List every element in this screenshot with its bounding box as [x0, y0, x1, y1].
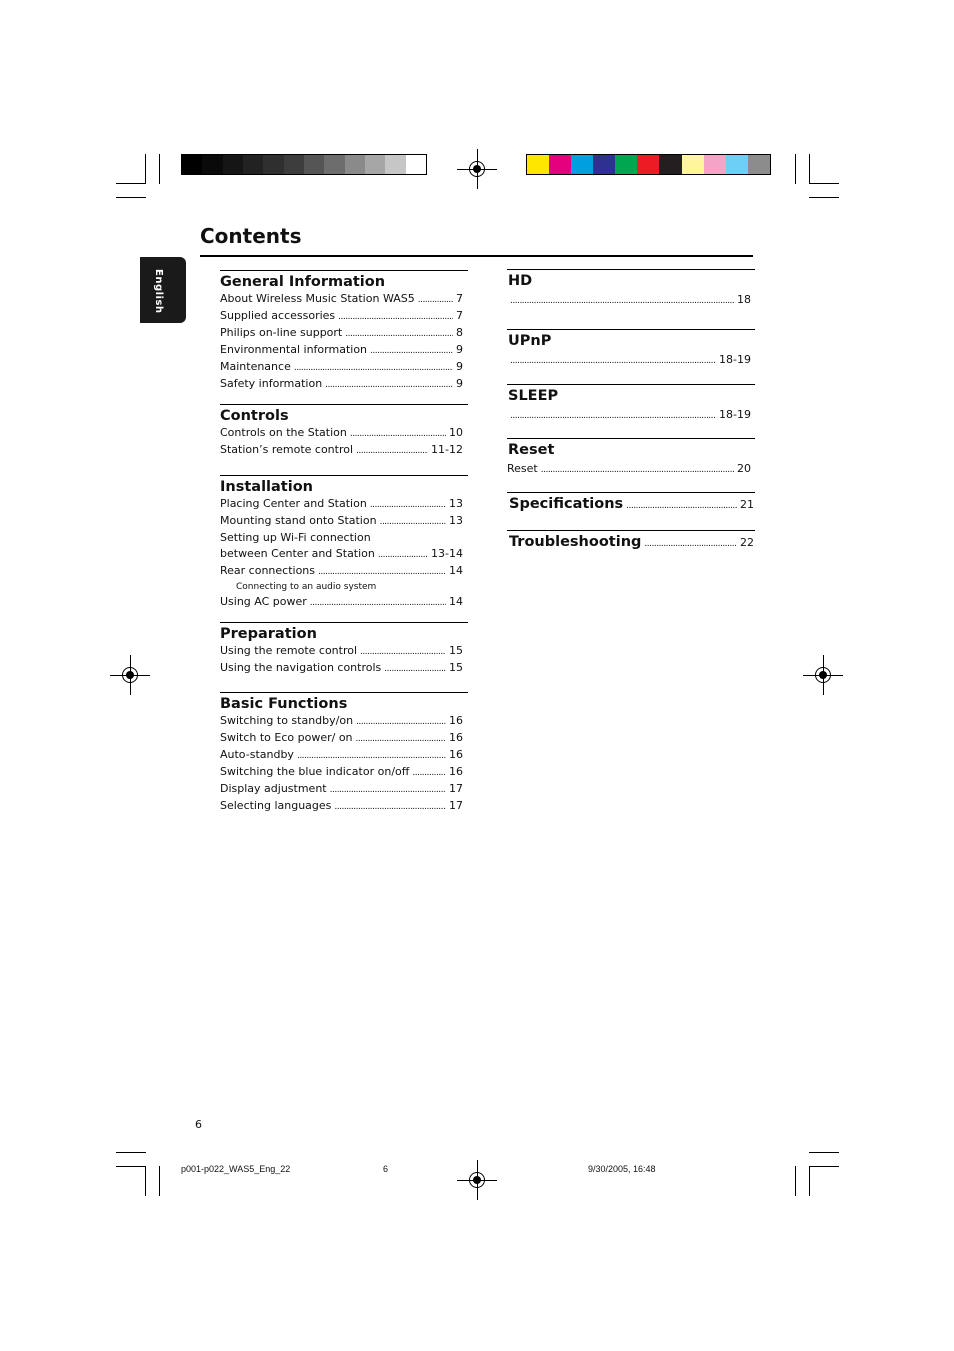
toc-entry[interactable] [220, 513, 463, 530]
language-tab-label: English [153, 269, 164, 314]
color-swatch [549, 155, 571, 174]
toc-entry[interactable] [220, 580, 479, 594]
entry-page: 14 [449, 595, 463, 608]
color-swatch [682, 155, 704, 174]
dot-leader [412, 764, 446, 781]
entry-page: 18-19 [719, 408, 751, 421]
entry-title: Using the navigation controls [220, 661, 382, 674]
color-swatch [593, 155, 615, 174]
entry-title: Station’s remote control [220, 443, 354, 456]
section-heading: Preparation [220, 626, 317, 642]
toc-section [220, 404, 468, 459]
color-swatch [284, 155, 304, 174]
toc-entry[interactable] [220, 594, 463, 611]
section-heading: Troubleshooting [509, 534, 642, 550]
dot-leader [334, 798, 446, 815]
toc-section [220, 622, 468, 677]
grayscale-calibration-bar [181, 154, 427, 175]
entry-page: 13-14 [431, 547, 463, 560]
color-swatch [726, 155, 748, 174]
color-swatch [182, 155, 202, 174]
dot-leader [370, 342, 453, 359]
section-heading: Reset [508, 442, 555, 458]
entry-page: 16 [449, 731, 463, 744]
color-swatch [527, 155, 549, 174]
entry-title: About Wireless Music Station WAS5 [220, 292, 415, 305]
entry-title: Rear connections [220, 564, 316, 577]
toc-entry[interactable] [220, 798, 463, 815]
toc-section [220, 270, 468, 393]
page-number: 6 [195, 1118, 202, 1131]
entry-title: between Center and Station [220, 547, 375, 560]
dot-leader [338, 308, 453, 325]
entry-page: 17 [449, 799, 463, 812]
color-swatch [704, 155, 726, 174]
dot-leader [356, 442, 428, 459]
entry-title: Display adjustment [220, 782, 327, 795]
dot-leader [356, 713, 446, 730]
entry-page: 9 [456, 343, 463, 356]
registration-mark-top-icon [465, 157, 489, 181]
toc-entry[interactable] [220, 442, 463, 459]
toc-entry[interactable] [220, 563, 463, 580]
entry-page: 16 [449, 714, 463, 727]
entry-title: Using the remote control [220, 644, 358, 657]
color-swatch [263, 155, 283, 174]
title-divider [200, 255, 753, 257]
toc-section [507, 438, 755, 478]
toc-section [507, 530, 755, 551]
entry-page: 15 [449, 661, 463, 674]
toc-entry[interactable] [220, 660, 463, 677]
section-heading: SLEEP [508, 388, 559, 404]
section-heading: Basic Functions [220, 696, 348, 712]
entry-title: Auto-standby [220, 748, 294, 761]
entry-title: Environmental information [220, 343, 368, 356]
entry-title: Switching to standby/on [220, 714, 354, 727]
toc-section [507, 269, 755, 309]
color-swatch [324, 155, 344, 174]
dot-leader [418, 291, 453, 308]
dot-leader [378, 546, 428, 563]
entry-title: Switch to Eco power/ on [220, 731, 353, 744]
dot-leader [360, 643, 446, 660]
section-heading: General Information [220, 274, 386, 290]
toc-entry[interactable] [507, 407, 751, 424]
entry-title: Placing Center and Station [220, 497, 367, 510]
color-swatch [637, 155, 659, 174]
dot-leader [380, 513, 446, 530]
toc-entry[interactable] [220, 713, 463, 730]
section-heading: Controls [220, 408, 289, 424]
entry-title: Maintenance [220, 360, 291, 373]
dot-leader [384, 660, 446, 677]
entry-title: Setting up Wi-Fi connection [220, 531, 371, 544]
color-swatch [223, 155, 243, 174]
toc-entry[interactable] [220, 496, 463, 513]
entry-page: 8 [456, 326, 463, 339]
toc-entry[interactable] [220, 291, 463, 308]
toc-section [507, 492, 755, 513]
color-swatch [571, 155, 593, 174]
dot-leader [510, 292, 734, 309]
entry-page: 17 [449, 782, 463, 795]
color-swatch [385, 155, 405, 174]
toc-entry[interactable] [507, 352, 751, 369]
color-swatch [345, 155, 365, 174]
entry-page: 9 [456, 377, 463, 390]
toc-entry[interactable] [220, 781, 463, 798]
dot-leader [510, 352, 716, 369]
toc-entry[interactable] [507, 292, 751, 309]
toc-entry[interactable] [220, 376, 463, 393]
dot-leader [330, 781, 446, 798]
entry-page: 14 [449, 564, 463, 577]
dot-leader [356, 730, 446, 747]
entry-title: Selecting languages [220, 799, 332, 812]
entry-title: Switching the blue indicator on/off [220, 765, 410, 778]
entry-page: 9 [456, 360, 463, 373]
toc-section [507, 384, 755, 424]
toc-entry[interactable] [220, 764, 463, 781]
dot-leader [626, 498, 737, 511]
dot-leader [325, 376, 453, 393]
footer-timestamp: 9/30/2005, 16:48 [588, 1164, 656, 1174]
registration-mark-left-icon [118, 663, 142, 687]
dot-leader [350, 425, 446, 442]
entry-page: 18-19 [719, 353, 751, 366]
toc-entry[interactable] [220, 342, 463, 359]
toc-entry[interactable] [220, 530, 463, 546]
toc-section [220, 692, 468, 815]
color-swatch [243, 155, 263, 174]
toc-entry[interactable] [507, 493, 754, 513]
dot-leader [345, 325, 453, 342]
entry-page: 13 [449, 514, 463, 527]
section-heading: Installation [220, 479, 313, 495]
entry-page: 16 [449, 748, 463, 761]
entry-title: Safety information [220, 377, 323, 390]
section-heading: HD [508, 273, 533, 289]
dot-leader [370, 496, 446, 513]
color-swatch [202, 155, 222, 174]
entry-page: 10 [449, 426, 463, 439]
toc-entry[interactable] [220, 730, 463, 747]
color-swatch [304, 155, 324, 174]
entry-page: 21 [740, 498, 754, 511]
entry-title: Using AC power [220, 595, 307, 608]
dot-leader [510, 407, 716, 424]
language-tab [140, 257, 186, 323]
color-swatch [659, 155, 681, 174]
entry-page: 20 [737, 462, 751, 475]
registration-mark-bottom-icon [465, 1168, 489, 1192]
toc-entry[interactable] [220, 546, 463, 563]
entry-title: Connecting to an audio system [236, 582, 377, 592]
toc-entry[interactable] [220, 643, 463, 660]
entry-page: 13 [449, 497, 463, 510]
entry-title: Controls on the Station [220, 426, 347, 439]
registration-mark-right-icon [811, 663, 835, 687]
entry-title: Philips on-line support [220, 326, 343, 339]
color-swatch [365, 155, 385, 174]
entry-title: Supplied accessories [220, 309, 336, 322]
dot-leader [644, 536, 737, 549]
toc-entry[interactable] [220, 325, 463, 342]
toc-entry[interactable] [220, 308, 463, 325]
footer-page: 6 [383, 1164, 389, 1174]
toc-entry[interactable] [220, 359, 463, 376]
toc-entry[interactable] [507, 531, 754, 551]
page-title: Contents [200, 224, 302, 248]
entry-page: 22 [740, 536, 754, 549]
dot-leader [310, 594, 446, 611]
dot-leader [318, 563, 446, 580]
color-calibration-bar [526, 154, 771, 175]
toc-entry[interactable] [220, 747, 463, 764]
entry-page: 15 [449, 644, 463, 657]
entry-page: 18 [737, 293, 751, 306]
entry-title: Mounting stand onto Station [220, 514, 377, 527]
color-swatch [406, 155, 426, 174]
dot-leader [297, 747, 446, 764]
entry-page: 16 [449, 765, 463, 778]
dot-leader [541, 461, 734, 478]
entry-page: 7 [456, 309, 463, 322]
color-swatch [748, 155, 770, 174]
section-heading: Specifications [509, 496, 624, 512]
toc-section [507, 329, 755, 369]
dot-leader [294, 359, 453, 376]
footer-file: p001-p022_WAS5_Eng_22 [181, 1164, 291, 1174]
toc-section [220, 475, 468, 611]
entry-title: Reset [507, 462, 538, 475]
toc-entry[interactable] [507, 461, 751, 478]
entry-page: 11-12 [431, 443, 463, 456]
section-heading: UPnP [508, 333, 552, 349]
color-swatch [615, 155, 637, 174]
toc-entry[interactable] [220, 425, 463, 442]
entry-page: 7 [456, 292, 463, 305]
